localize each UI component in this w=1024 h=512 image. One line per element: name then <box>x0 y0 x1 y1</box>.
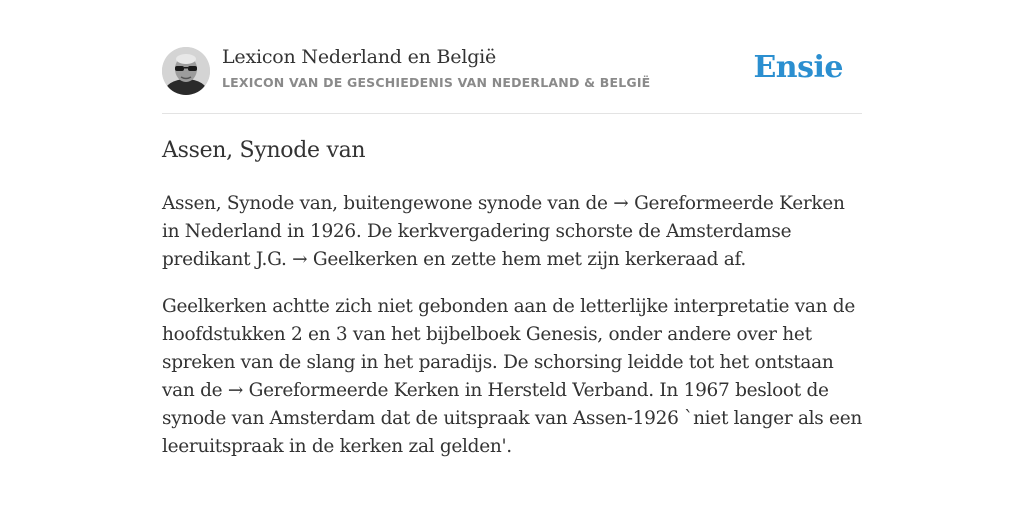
reference-arrow-icon[interactable]: → <box>613 193 629 214</box>
paragraph-2-text: Geelkerken achtte zich niet gebonden aan de letterlijke interpretatie van de hoofdstukken 2 en 3 van het bijbelboek Genesis, onder andere over het spreken van de slang in het paradijs. De schorsing leidde tot het ontstaan van de <box>162 296 856 401</box>
paragraph-2 <box>162 293 862 461</box>
paragraph-1-text: Gereformeerde Kerken in Nederland in 1926. De kerkvergadering schorste de Amsterdamse predikant J.G. <box>162 193 845 270</box>
lexicon-subtitle: LEXICON VAN DE GESCHIEDENIS VAN NEDERLAND & BELGIË <box>222 75 651 90</box>
article-body <box>162 190 862 480</box>
lexicon-title[interactable]: Lexicon Nederland en België <box>222 46 497 68</box>
article-title: Assen, Synode van <box>162 138 366 163</box>
paragraph-1-text: Assen, Synode van, buitengewone synode van de <box>162 193 614 214</box>
avatar-portrait-icon <box>162 47 210 95</box>
header-divider <box>162 113 862 114</box>
lexicon-header <box>162 44 862 98</box>
paragraph-1-text: Geelkerken en zette hem met zijn kerkeraad af. <box>307 249 746 270</box>
author-avatar[interactable] <box>162 47 210 95</box>
reference-arrow-icon[interactable]: → <box>227 380 244 401</box>
ensie-logo[interactable]: Ensie <box>753 50 843 85</box>
paragraph-2-text: Gereformeerde Kerken in Hersteld Verband. In 1967 besloot de synode van Amsterdam dat de uitspraak van Assen-1926 `niet langer als een leeruitspraak in de kerken zal gelden'. <box>162 380 862 457</box>
reference-arrow-icon[interactable]: → <box>292 249 308 270</box>
paragraph-1 <box>162 190 862 274</box>
